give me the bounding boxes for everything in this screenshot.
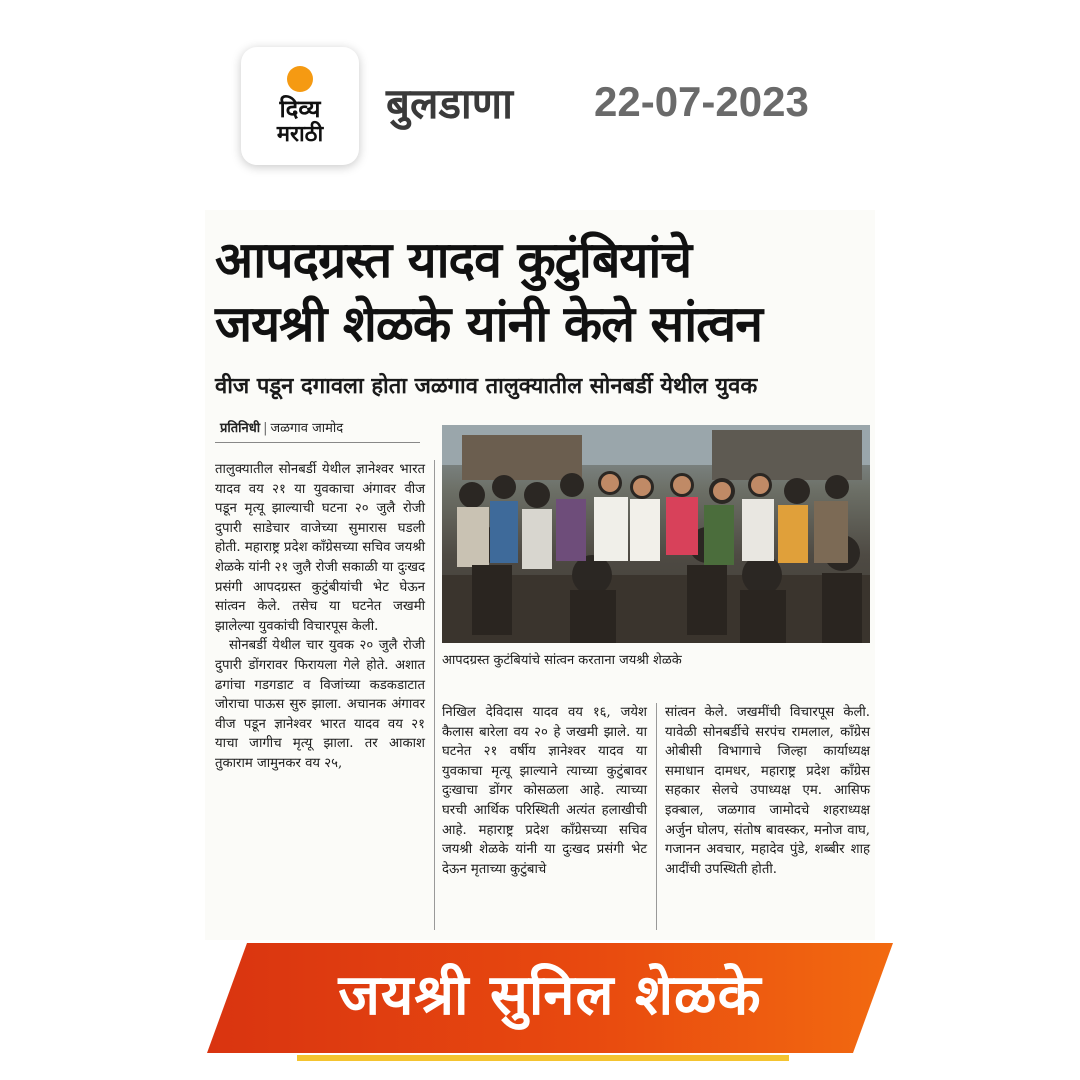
headline (215, 228, 865, 356)
logo-line2: मराठी (276, 121, 324, 147)
byline-role: प्रतिनिधी (220, 421, 261, 436)
article-column-3 (665, 703, 870, 879)
byline-place: जळगाव जामोद (270, 421, 344, 436)
byline-divider (215, 442, 420, 443)
sun-icon (287, 66, 313, 92)
crowd-photo-illustration (442, 425, 870, 643)
banner-name: जयश्री सुनिल शेळके (338, 963, 762, 1028)
column-3-paragraph: सांत्वन केले. जखमींची विचारपूस केली. यावेळी सोनबर्डीचे सरपंच रामलाल, काँग्रेस ओबीसी विभागाचे जिल्हा कार्याध्यक्ष समाधान दामधर, महाराष्ट्र प्रदेश काँग्रेस सहकार सेलचे उपाध्यक्ष एम. आसिफ इक्बाल, जळगाव जामोदचे शहराध्यक्ष अर्जुन घोलप, संतोष बावस्कर, मनोज वाघ, गजानन अवचार, महादेव पुंडे, शब्बीर शाह आदींची उपस्थिती होती. (665, 705, 870, 877)
column-2-paragraph: निखिल देविदास यादव वय १६, जयेश कैलास बारेला वय २० हे जखमी झाले. या घटनेत २१ वर्षीय ज्ञानेश्वर यादव या युवकाचा मृत्यू झाल्याने त्याच्या कुटुंबावर दुःखाचा डोंगर कोसळला आहे. त्याच्या घरची आर्थिक परिस्थिती अत्यंत हलाखीची आहे. महाराष्ट्र प्रदेश काँग्रेसच्या सचिव जयश्री शेळके यांनी या दुःखद प्रसंगी भेट देऊन मृताच्या कुटुंबाचे (442, 705, 647, 877)
photo-caption: आपदग्रस्त कुटंबियांचे सांत्वन करताना जयश्री शेळके (442, 653, 682, 668)
headline-line1: आपदग्रस्त यादव कुटुंबियांचे (215, 231, 692, 289)
edition-city: बुलडाणा (386, 79, 514, 128)
edition-date: 22-07-2023 (594, 78, 809, 125)
column-divider (434, 460, 435, 930)
banner-underline (297, 1055, 789, 1061)
headline-line2: जयश्री शेळके यांनी केले सांत्वन (215, 295, 762, 353)
column-1-paragraph-1: तालुक्यातील सोनबर्डी येथील ज्ञानेश्वर भारत यादव वय २१ या युवकाचा अंगावर वीज पडून मृत्यू झाल्याची घटना २० जुलै रोजी दुपारी साडेचार वाजेच्या सुमारास घडली होती. महाराष्ट्र प्रदेश काँग्रेसच्या सचिव जयश्री शेळके यांनी २१ जुलै रोजी सकाळी या दुःखद प्रसंगी आपदग्रस्त कुटुंबीयांची भेट घेऊन सांत्वन केले. तसेच या घटनेत जखमी झालेल्या युवकांची विचारपूस केली. (215, 462, 425, 634)
column-divider (656, 703, 657, 930)
logo-line1: दिव्य (279, 94, 321, 123)
column-1-paragraph-2: सोनबर्डी येथील चार युवक २० जुलै रोजी दुपारी डोंगरावर फिरायला गेले होते. अशात ढगांचा गडगडाट व विजांच्या कडकडाटात जोराचा पाऊस सुरु झाला. अचानक अंगावर वीज पडून ज्ञानेश्वर भारत यादव वय २१ याचा जागीच मृत्यू झाला. तर आकाश तुकाराम जामुनकर वय २५, (215, 638, 425, 771)
article-column-1 (215, 460, 425, 774)
divya-marathi-logo (241, 47, 359, 165)
subheadline: वीज पडून दगावला होता जळगाव तालुक्यातील सोनबर्डी येथील युवक (215, 374, 758, 399)
byline: प्रतिनिधी | जळगाव जामोद (220, 421, 344, 436)
news-clipping (205, 210, 875, 940)
news-photo (442, 425, 870, 643)
article-column-2 (442, 703, 647, 879)
